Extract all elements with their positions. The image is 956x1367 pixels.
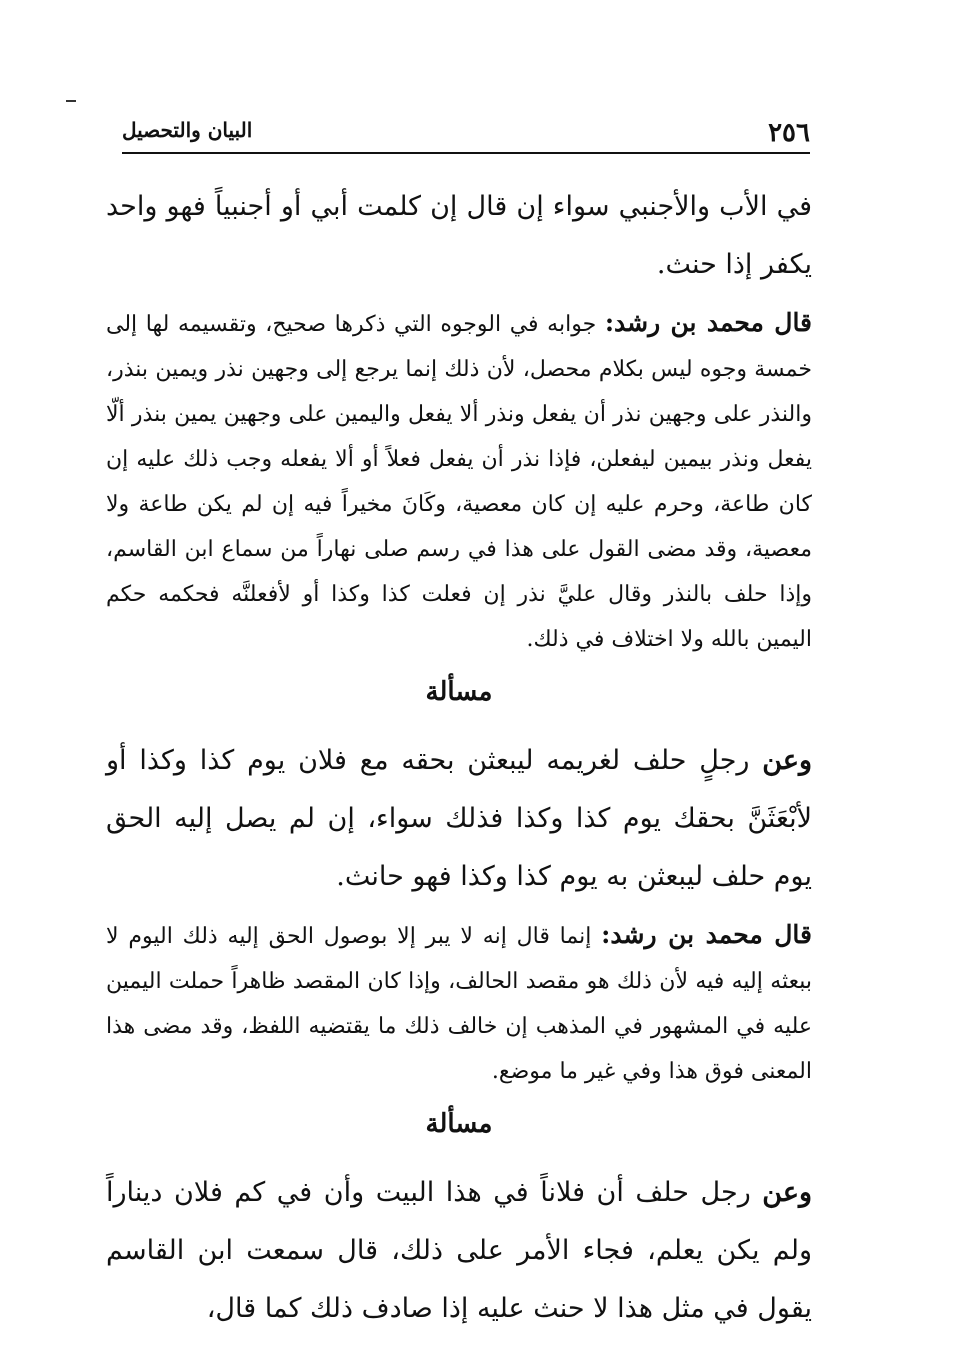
question-lead: وعن [762,745,812,776]
question-text: رجلٍ حلف لغريمه ليبعثن بحقه مع فلان يوم كذا وكذا أو لأبْعَثَنَّ بحقك يوم كذا وكذا فذلك سواء، إن لم يصل إليه الحق يوم حلف ليبعثن به يوم كذا وكذا فهو حانث. [106,745,812,892]
scan-mark [66,100,76,102]
section-heading: مسألة [425,677,493,707]
page-body [106,178,812,1344]
commentator-name: قال محمد بن رشد: [604,308,813,337]
commentary-text: جوابه في الوجوه التي ذكرها صحيح، وتقسيمه لها إلى خمسة وجوه ليس بكلام محصل، لأن ذلك إنما يرجع إلى وجهين نذر ويمين بنذر، والنذر على وجهين نذر أن يفعل ونذر ألا يفعل واليمين على وجهين يمين بنذر ألّا يفعل ونذر بيمين ليفعلن، فإذا نذر أن يفعل فعلاً أو ألا يفعله وجب ذلك عليه إن كان طاعة، وحرم عليه إن كان معصية، وكَانَ مخيراً فيه إن لم يكن طاعة ولا معصية، وقد مضى القول على هذا في رسم صلى نهاراً من سماع ابن القاسم، وإذا حلف بالنذر وقال عليَّ نذر إن فعلت كذا وكذا أو لأفعلنَّه فحكمه حكم اليمين بالله ولا اختلاف في ذلك. [106,312,812,652]
page-header [122,108,810,154]
commentary-paragraph [106,300,812,662]
question-paragraph [106,732,812,906]
question-paragraph [106,1164,812,1338]
question-lead: وعن [762,1177,812,1208]
commentator-name: قال محمد بن رشد: [601,920,813,949]
paragraph-continuation: في الأب والأجنبي سواء إن قال إن كلمت أبي أو أجنبياً فهو واحد يكفر إذا حنث. [106,191,812,280]
page-number: ٢٥٦ [768,118,810,148]
question-text: رجل حلف أن فلاناً في هذا البيت وأن في كم فلان ديناراً ولم يكن يعلم، فجاء الأمر على ذلك، قال سمعت ابن القاسم يقول في مثل هذا لا حنث عليه إذا صادف ذلك كما قال، [106,1177,812,1324]
section-heading: مسألة [425,1109,493,1139]
commentary-text: إنما قال إنه لا يبر إلا بوصول الحق إليه ذلك اليوم لا ببعثه إليه فيه لأن ذلك هو مقصد الحالف، وإذا كان المقصد ظاهراً حملت اليمين عليه في المشهور في المذهب إن خالف ذلك ما يقتضيه اللفظ، وقد مضى هذا المعنى فوق هذا وفي غير ما موضع. [106,924,812,1084]
commentary-paragraph [106,912,812,1094]
running-title: البيان والتحصيل [122,118,253,142]
